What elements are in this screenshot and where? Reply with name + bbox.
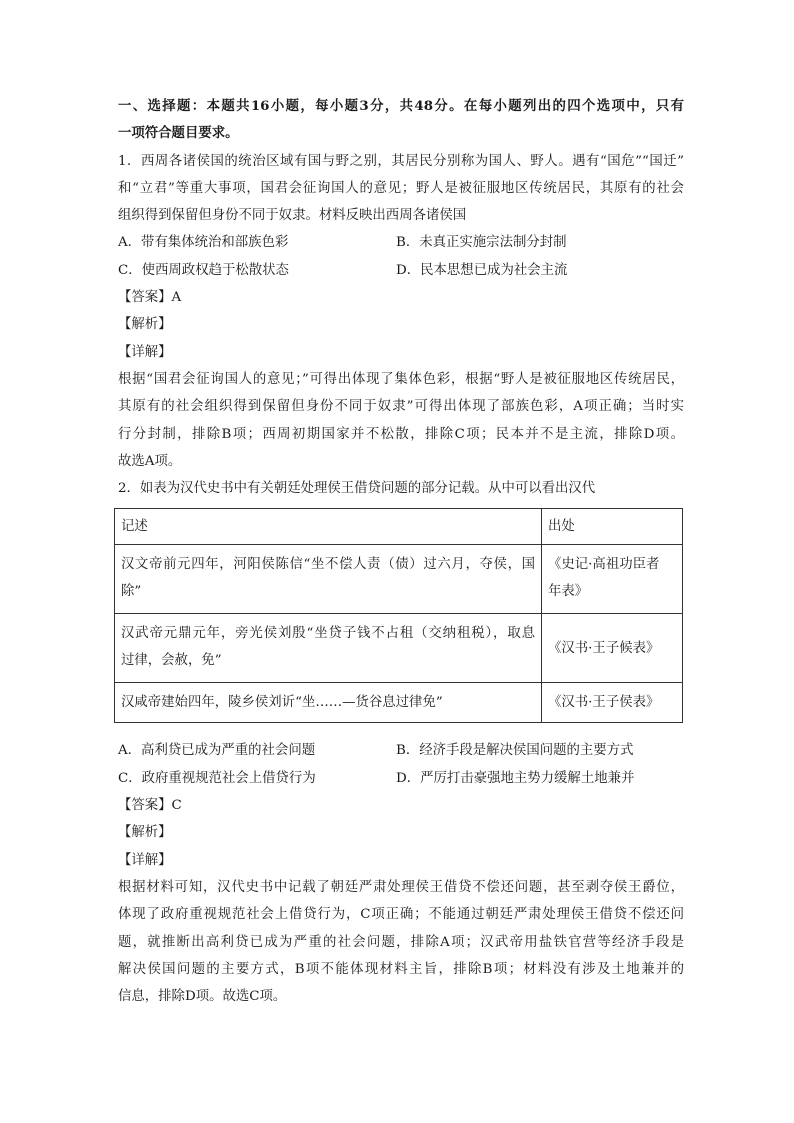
- option-a: A．高利贷已成为严重的社会问题: [118, 743, 316, 759]
- option-a: A．带有集体统治和部族色彩: [118, 235, 289, 251]
- detail-line: 其原有的社会组织得到保留但身份不同于奴隶”可得出体现了部族色彩，A项正确；当时实: [118, 399, 684, 415]
- cell-line: 年表》: [548, 584, 589, 600]
- question-stem-line: 1．西周各诸侯国的统治区域有国与野之别，其居民分别称为国人、野人。遇有“国危”“国迁”: [118, 153, 684, 169]
- options-row: [118, 765, 684, 792]
- table-row: [115, 545, 683, 614]
- table-header-source: 出处: [542, 509, 683, 545]
- detail-line: 体现了政府重视规范社会上借贷行为，C项正确；不能通过朝廷严肃处理侯王借贷不偿还问: [118, 907, 684, 923]
- question-stem-line: 和“立君”等重大事项，国君会征询国人的意见；野人是被征服地区传统居民，其原有的社会: [118, 180, 684, 196]
- table-header-record: 记述: [115, 509, 542, 545]
- detail-label: 【详解】: [118, 344, 172, 360]
- table-row: [115, 683, 683, 723]
- option-b: B．未真正实施宗法制分封制: [396, 235, 567, 251]
- question-2: [118, 475, 684, 1010]
- option-d: D．民本思想已成为社会主流: [396, 262, 568, 278]
- analysis-label: 【解析】: [118, 317, 172, 333]
- table-cell-source: [542, 545, 683, 614]
- table-cell-source: [542, 683, 683, 723]
- options-row: [118, 737, 684, 764]
- option-d: D．严厉打击豪强地主势力缓解土地兼并: [396, 770, 635, 786]
- question-stem-line: 组织得到保留但身份不同于奴隶。材料反映出西周各诸侯国: [118, 208, 467, 224]
- question-stem-line: 2．如表为汉代史书中有关朝廷处理侯王借贷问题的部分记载。从中可以看出汉代: [118, 481, 596, 497]
- cell-line: 汉咸帝建始四年，陵乡侯刘䜣“坐……—货谷息过律免”: [121, 695, 443, 711]
- detail-line: 故选A项。: [118, 453, 182, 469]
- detail-line: 题，就推断出高利贷已成为严重的社会问题，排除A项；汉武帝用盐铁官营等经济手段是: [118, 934, 684, 950]
- table-row: [115, 614, 683, 683]
- answer-label: 【答案】A: [118, 290, 182, 306]
- detail-line: 信息，排除D项。故选C项。: [118, 989, 287, 1005]
- table-cell-source: [542, 614, 683, 683]
- exam-page: [118, 93, 684, 1010]
- section-heading-line: 一、选择题：本题共16小题，每小题3分，共48分。在每小题列出的四个选项中，只有: [118, 98, 684, 114]
- detail-line: 根据材料可知，汉代史书中记载了朝廷严肃处理侯王借贷不偿还问题，甚至剥夺侯王爵位，: [118, 879, 684, 895]
- cell-line: 过律，会赦，免”: [121, 653, 222, 669]
- option-c: C．政府重视规范社会上借贷行为: [118, 770, 316, 786]
- option-b: B．经济手段是解决侯国问题的主要方式: [396, 743, 634, 759]
- table-cell-record: [115, 545, 542, 614]
- table-header-row: [115, 509, 683, 545]
- analysis-label: 【解析】: [118, 825, 172, 841]
- cell-line: 除”: [121, 584, 142, 600]
- cell-line: 《汉书·王子候表》: [548, 640, 660, 656]
- cell-line: 《汉书·王子侯表》: [548, 695, 660, 711]
- detail-line: 行分封制，排除B项；西周初期国家并不松散，排除C项；民本并不是主流，排除D项。: [118, 426, 684, 442]
- option-c: C．使西周政权趋于松散状态: [118, 262, 289, 278]
- section-heading-line: 一项符合题目要求。: [118, 125, 239, 142]
- section-heading: [118, 93, 684, 148]
- options-row: [118, 229, 684, 256]
- detail-line: 解决侯国问题的主要方式，B项不能体现材料主旨，排除B项；材料没有涉及土地兼并的: [118, 961, 684, 977]
- table-cell-record: [115, 683, 542, 723]
- cell-line: 汉文帝前元四年，河阳侯陈信“坐不偿人责（债）过六月，夺侯，国: [121, 557, 535, 573]
- question-1: [118, 148, 684, 476]
- options-row: [118, 257, 684, 284]
- detail-label: 【详解】: [118, 852, 172, 868]
- detail-line: 根据“国君会征询国人的意见；”可得出体现了集体色彩，根据“野人是被征服地区传统居民，: [118, 371, 684, 387]
- table-cell-record: [115, 614, 542, 683]
- cell-line: 汉武帝元鼎元年，旁光侯刘殷“坐贷子钱不占租（交纳租税），取息: [121, 626, 535, 642]
- cell-line: 《史记·高祖功臣者: [548, 557, 660, 573]
- answer-label: 【答案】C: [118, 798, 182, 814]
- records-table: [114, 508, 683, 723]
